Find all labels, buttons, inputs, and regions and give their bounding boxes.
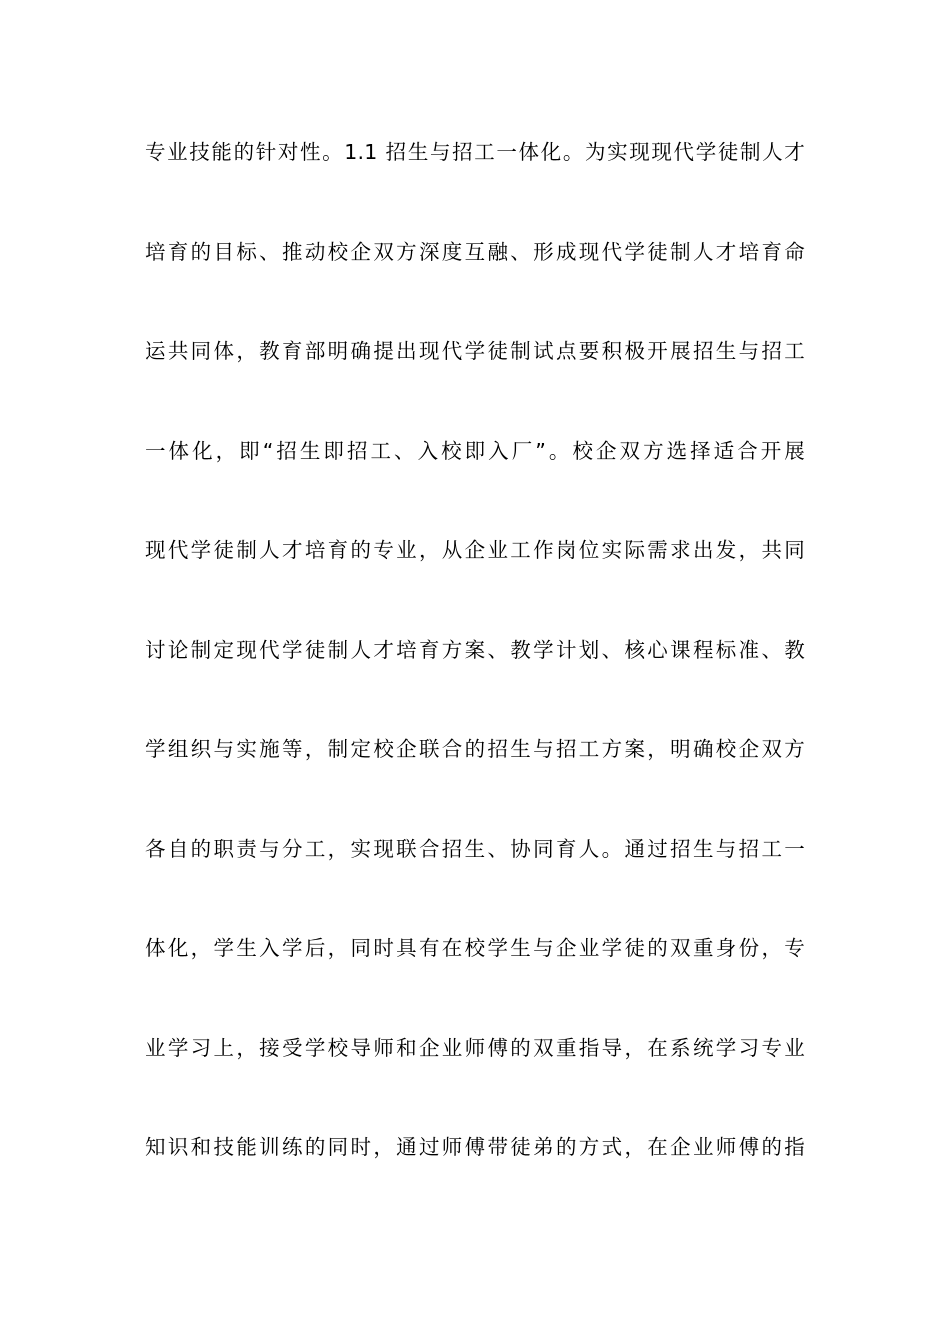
body-text <box>145 132 805 1227</box>
text-line-6: 讨论制定现代学徒制人才培育方案、教学计划、核心课程标准、教 <box>145 637 805 662</box>
text-line-3: 运共同体，教育部明确提出现代学徒制试点要积极开展招生与招工 <box>145 339 805 363</box>
text-line-5: 现代学徒制人才培育的专业，从企业工作岗位实际需求出发，共同 <box>145 538 805 562</box>
text-line-9: 体化，学生入学后，同时具有在校学生与企业学徒的双重身份，专 <box>145 936 805 960</box>
text-line-10: 业学习上，接受学校导师和企业师傅的双重指导，在系统学习专业 <box>145 1035 805 1060</box>
text-line-11: 知识和技能训练的同时，通过师傅带徒弟的方式，在企业师傅的指 <box>145 1135 805 1159</box>
text-line-1: 专业技能的针对性。1.1 招生与招工一体化。为实现现代学徒制人才 <box>145 140 805 164</box>
text-line-2: 培育的目标、推动校企双方深度互融、形成现代学徒制人才培育命 <box>145 239 805 264</box>
text-line-4: 一体化，即“招生即招工、入校即入厂”。校企双方选择适合开展 <box>145 438 805 463</box>
text-line-7: 学组织与实施等，制定校企联合的招生与招工方案，明确校企双方 <box>145 737 805 761</box>
text-line-8: 各自的职责与分工，实现联合招生、协同育人。通过招生与招工一 <box>145 836 805 861</box>
